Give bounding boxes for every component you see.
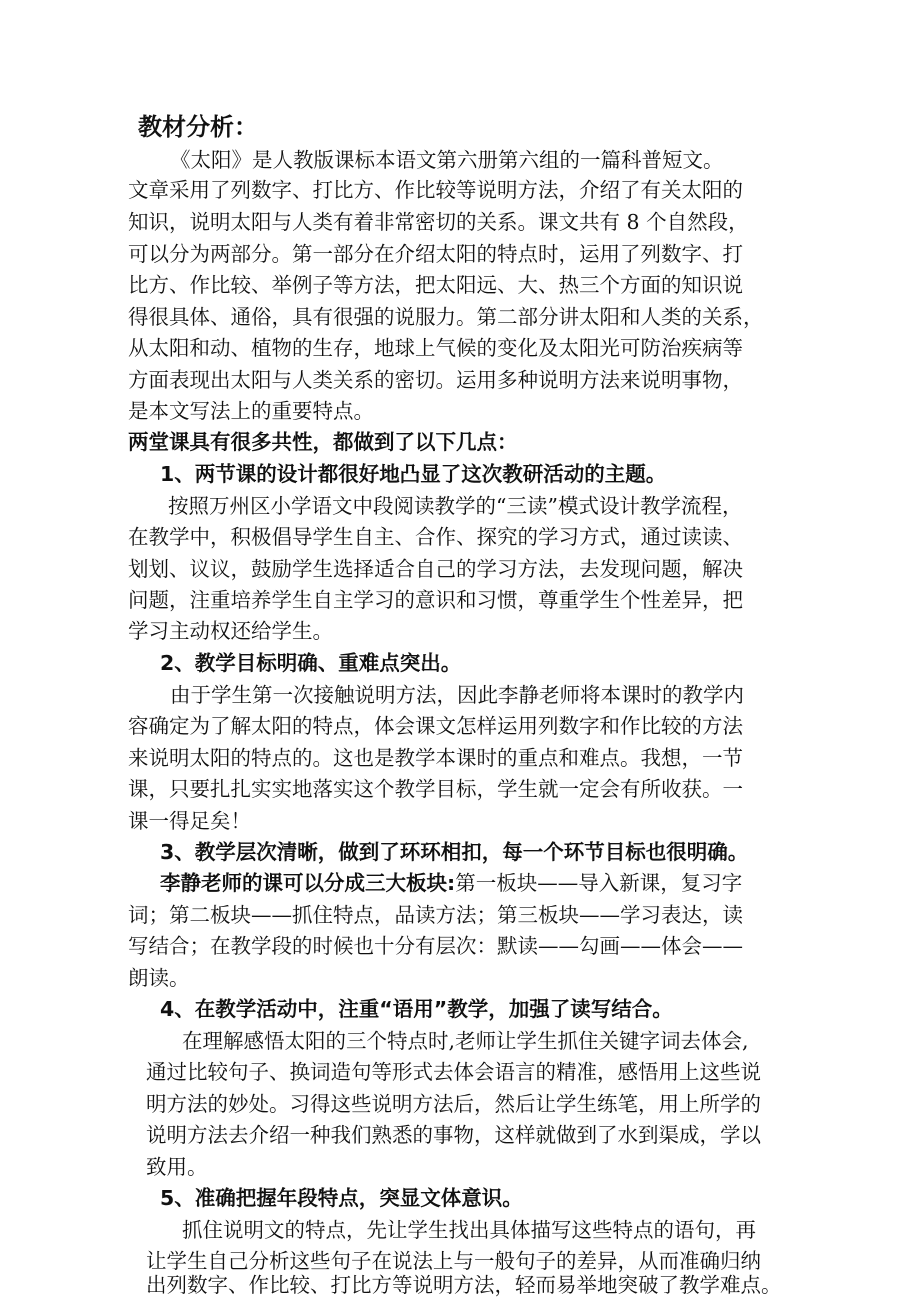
paragraph-line: 比方、作比较、举例子等方法，把太阳远、大、热三个方面的知识说	[128, 273, 743, 297]
paragraph-line: 是本文写法上的重要特点。	[128, 399, 374, 423]
paragraph-line: 文章采用了列数字、打比方、作比较等说明方法，介绍了有关太阳的	[128, 178, 743, 202]
section-heading-textbook-analysis: 教材分析：	[138, 113, 258, 141]
paragraph-line: 在理解感悟太阳的三个特点时,老师让学生抓住关键字词去体会,	[182, 1029, 749, 1053]
point-heading-3: 3、教学层次清晰，做到了环环相扣，每一个环节目标也很明确。	[160, 840, 749, 864]
paragraph-line: 写结合；在教学段的时候也十分有层次：默读——勾画——体会——	[128, 934, 743, 958]
paragraph-line: 抓住说明文的特点，先让学生找出具体描写这些特点的语句，再	[182, 1218, 756, 1242]
paragraph-line: 明方法的妙处。习得这些说明方法后，然后让学生练笔，用上所学的	[146, 1092, 761, 1116]
paragraph-line: 让学生自己分析这些句子在说法上与一般句子的差异，从而准确归纳	[146, 1249, 761, 1273]
paragraph-line: 在教学中，积极倡导学生自主、合作、探究的学习方式，通过读读、	[128, 525, 743, 549]
paragraph-lead-rest: 第一板块——导入新课，复习字	[455, 871, 743, 895]
paragraph-line: 致用。	[146, 1155, 208, 1179]
paragraph-line: 由于学生第一次接触说明方法，因此李静老师将本课时的教学内	[170, 683, 744, 707]
point-heading-2: 2、教学目标明确、重难点突出。	[160, 651, 462, 675]
paragraph-line: 方面表现出太阳与人类关系的密切。运用多种说明方法来说明事物，	[128, 368, 743, 392]
point-heading-5: 5、准确把握年段特点，突显文体意识。	[160, 1186, 523, 1210]
point-heading-1: 1、两节课的设计都很好地凸显了这次教研活动的主题。	[160, 462, 667, 486]
paragraph-line: 课一得足矣！	[128, 809, 251, 833]
point-heading-4: 4、在教学活动中，注重“语用”教学，加强了读写结合。	[160, 997, 673, 1021]
paragraph-line: 朗读。	[128, 966, 190, 990]
section-heading-commonalities: 两堂课具有很多共性，都做到了以下几点：	[128, 430, 518, 454]
paragraph-line: 出列数字、作比较、打比方等说明方法，轻而易举地突破了教学难点。	[146, 1273, 782, 1297]
paragraph-line: 来说明太阳的特点的。这也是教学本课时的重点和难点。我想，一节	[128, 746, 743, 770]
paragraph-line: 说明方法去介绍一种我们熟悉的事物，这样就做到了水到渠成，学以	[146, 1123, 761, 1147]
paragraph-line: 《太阳》是人教版课标本语文第六册第六组的一篇科普短文。	[170, 148, 724, 172]
paragraph-line	[160, 866, 742, 900]
paragraph-line: 容确定为了解太阳的特点，体会课文怎样运用列数字和作比较的方法	[128, 714, 743, 738]
paragraph-line: 按照万州区小学语文中段阅读教学的“三读”模式设计教学流程，	[168, 494, 743, 518]
paragraph-line: 得很具体、通俗，具有很强的说服力。第二部分讲太阳和人类的关系，	[128, 305, 764, 329]
paragraph-line: 从太阳和动、植物的生存，地球上气候的变化及太阳光可防治疾病等	[128, 336, 743, 360]
paragraph-line: 通过比较句子、换词造句等形式去体会语言的精准，感悟用上这些说	[146, 1060, 761, 1084]
paragraph-line: 划划、议议，鼓励学生选择适合自己的学习方法，去发现问题，解决	[128, 557, 743, 581]
paragraph-line: 课，只要扎扎实实地落实这个教学目标，学生就一定会有所收获。一	[128, 777, 743, 801]
paragraph-line: 可以分为两部分。第一部分在介绍太阳的特点时，运用了列数字、打	[128, 242, 743, 266]
paragraph-line: 知识，说明太阳与人类有着非常密切的关系。课文共有 8 个自然段，	[128, 210, 749, 234]
paragraph-line: 学习主动权还给学生。	[128, 619, 333, 643]
paragraph-lead-bold: 李静老师的课可以分成三大板块:	[160, 871, 456, 895]
paragraph-line: 问题，注重培养学生自主学习的意识和习惯，尊重学生个性差异，把	[128, 588, 743, 612]
paragraph-line: 词；第二板块——抓住特点，品读方法；第三板块——学习表达，读	[128, 903, 743, 927]
